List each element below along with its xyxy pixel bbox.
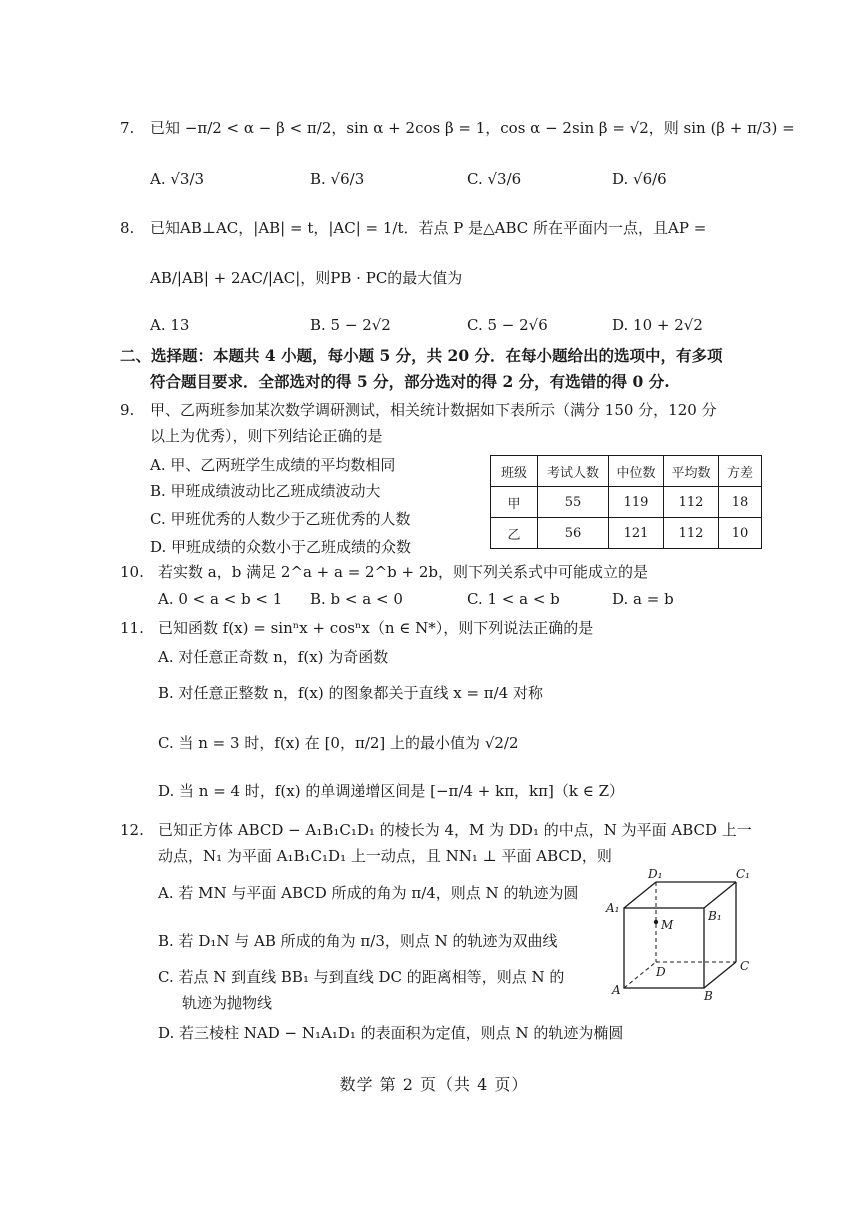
q9-stem-line2: 以上为优秀），则下列结论正确的是 [150,427,383,445]
label-m: M [661,918,674,932]
table-header-cell: 方差 [719,456,762,487]
q12-stem-line1: 已知正方体 ABCD − A₁B₁C₁D₁ 的棱长为 4，M 为 DD₁ 的中点，N 为平面 ABCD 上一 [158,821,752,839]
table-cell: 甲 [491,487,538,518]
table-cell: 121 [609,518,664,549]
q8-option-b: B. 5 − 2√2 [310,316,391,334]
q8-stem-line2: AB/|AB| + 2AC/|AC|，则PB · PC的最大值为 [150,269,463,287]
table-row [491,518,762,549]
q9-option-d: D. 甲班成绩的众数小于乙班成绩的众数 [150,538,412,556]
table-header-cell: 中位数 [609,456,664,487]
page-footer: 数学 第 2 页（共 4 页） [339,1075,529,1094]
table-header-cell: 班级 [491,456,538,487]
section2-line1: 二、选择题：本题共 4 小题，每小题 5 分，共 20 分．在每小题给出的选项中，有多项 [120,346,723,365]
q7-option-d: D. √6/6 [612,170,667,188]
q7-stem: 已知 −π/2 < α − β < π/2，sin α + 2cos β = 1，cos α − 2sin β = √2，则 sin (β + π/3) = [150,119,795,137]
q9-option-c: C. 甲班优秀的人数少于乙班优秀的人数 [150,510,411,528]
table-cell: 119 [609,487,664,518]
label-a: A [612,983,621,997]
table-cell: 112 [664,487,719,518]
table-cell: 56 [538,518,609,549]
table-header-row [491,456,762,487]
label-a1: A₁ [606,901,620,915]
q9-number: 9. [120,401,135,419]
q7-option-a: A. √3/3 [150,170,205,188]
q9-stats-table [490,455,762,549]
q12-option-d: D. 若三棱柱 NAD − N₁A₁D₁ 的表面积为定值，则点 N 的轨迹为椭圆 [158,1024,624,1042]
label-c: C [740,959,750,973]
q10-option-d: D. a = b [612,590,674,608]
q7-option-b: B. √6/3 [310,170,365,188]
q12-option-b: B. 若 D₁N 与 AB 所成的角为 π/3，则点 N 的轨迹为双曲线 [158,932,558,950]
q12-option-a: A. 若 MN 与平面 ABCD 所成的角为 π/4，则点 N 的轨迹为圆 [158,884,579,902]
label-c1: C₁ [736,867,750,881]
table-cell: 10 [719,518,762,549]
table-cell: 55 [538,487,609,518]
label-b: B [704,989,713,1003]
q7-option-c: C. √3/6 [467,170,522,188]
q8-option-d: D. 10 + 2√2 [612,316,703,334]
label-b1: B₁ [708,909,722,923]
cube-figure [600,866,760,1006]
q8-option-c: C. 5 − 2√6 [467,316,548,334]
section2-line2: 符合题目要求．全部选对的得 5 分，部分选对的得 2 分，有选错的得 0 分. [150,372,670,391]
q8-option-a: A. 13 [150,316,190,334]
q8-stem-line1: 已知AB⊥AC，|AB| = t，|AC| = 1/t．若点 P 是△ABC 所在平面内一点，且AP = [150,219,707,237]
q12-stem-line2: 动点，N₁ 为平面 A₁B₁C₁D₁ 上一动点，且 NN₁ ⊥ 平面 ABCD，则 [158,847,612,865]
label-d1: D₁ [648,867,663,881]
q11-option-d: D. 当 n = 4 时，f(x) 的单调递增区间是 [−π/4 + kπ，kπ]（k ∈ Z） [158,782,625,800]
q11-option-b: B. 对任意正整数 n，f(x) 的图象都关于直线 x = π/4 对称 [158,684,544,702]
label-d: D [656,965,666,979]
table-cell: 112 [664,518,719,549]
table-row [491,487,762,518]
table-cell: 乙 [491,518,538,549]
q9-stem-line1: 甲、乙两班参加某次数学调研测试，相关统计数据如下表所示（满分 150 分，120 分 [150,401,717,419]
q10-option-b: B. b < a < 0 [310,590,403,608]
q8-number: 8. [120,219,135,237]
table-header-cell: 考试人数 [538,456,609,487]
q11-option-a: A. 对任意正奇数 n，f(x) 为奇函数 [158,648,389,666]
q9-option-a: A. 甲、乙两班学生成绩的平均数相同 [150,456,396,474]
q12-option-c-cont: 轨迹为抛物线 [182,994,273,1012]
q11-stem: 已知函数 f(x) = sinⁿx + cosⁿx（n ∈ N*），则下列说法正确的是 [158,619,594,637]
q11-number: 11. [120,619,144,637]
q12-option-c: C. 若点 N 到直线 BB₁ 与到直线 DC 的距离相等，则点 N 的 [158,968,565,986]
table-header-cell: 平均数 [664,456,719,487]
q10-option-c: C. 1 < a < b [467,590,560,608]
q10-number: 10. [120,563,144,581]
q10-option-a: A. 0 < a < b < 1 [158,590,283,608]
q9-option-b: B. 甲班成绩波动比乙班成绩波动大 [150,482,381,500]
point-m-dot [654,920,658,924]
q10-stem: 若实数 a，b 满足 2^a + a = 2^b + 2b，则下列关系式中可能成立的是 [158,563,649,581]
q12-number: 12. [120,821,144,839]
table-cell: 18 [719,487,762,518]
q11-option-c: C. 当 n = 3 时，f(x) 在 [0，π/2] 上的最小值为 √2/2 [158,734,519,752]
q7-number: 7. [120,119,135,137]
